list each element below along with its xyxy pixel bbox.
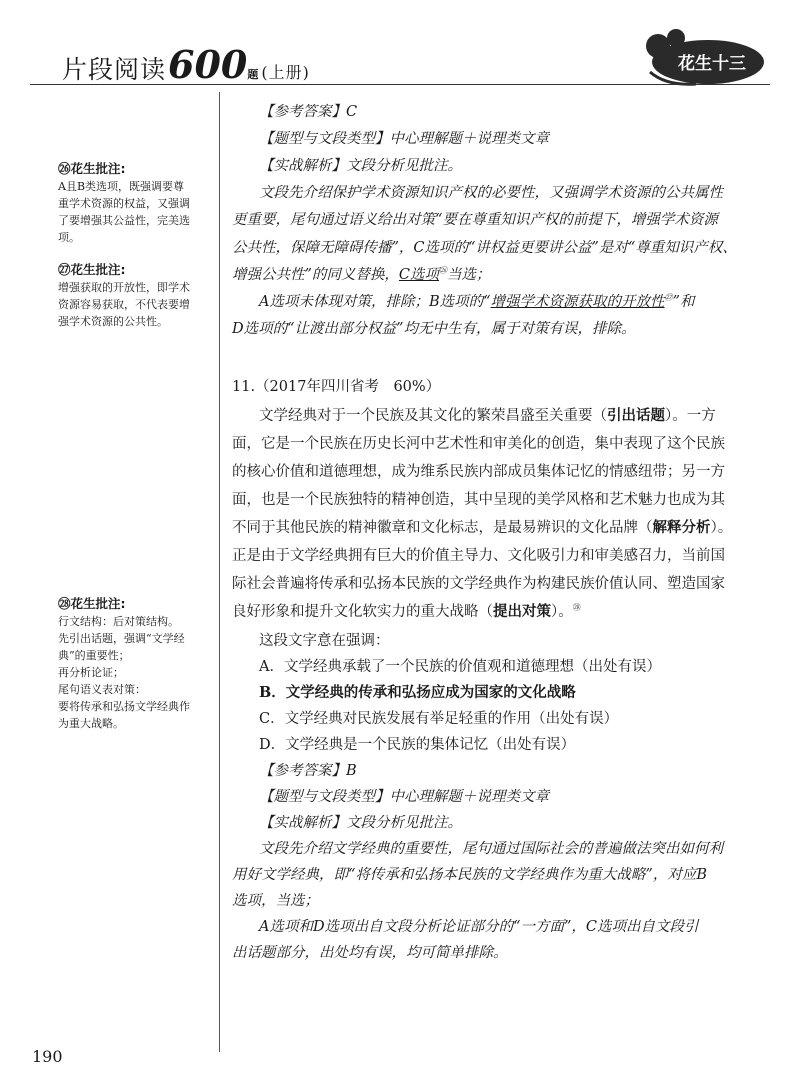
side-note-line: A且B类选项，既强调要尊 xyxy=(58,180,185,193)
q10-underlined: 增强学术资源获取的开放性 xyxy=(490,294,665,310)
q10-para xyxy=(232,263,491,284)
passage-tag: 引出话题 xyxy=(607,407,665,424)
q10-type: 【题型与文段类型】中心理解题＋说理类文章 xyxy=(259,131,549,147)
passage-text: ）。 xyxy=(551,604,573,620)
q10-para: D选项的“让渡出部分权益”均无中生有，属于对策有误，排除。 xyxy=(232,321,636,337)
header-rule xyxy=(30,84,770,85)
q10-text: ”和 xyxy=(672,294,695,310)
q11-analysis: 用好文学经典，即“将传承和弘扬本民族的文学经典作为重大战略”，对应B xyxy=(232,867,707,883)
option-b: B．文学经典的传承和弘扬应成为国家的文化战略 xyxy=(259,684,576,701)
q11-type: 【题型与文段类型】中心理解题＋说理类文章 xyxy=(259,789,549,805)
side-note-line: 先引出话题，强调“文学经 xyxy=(58,632,185,645)
q11-passage: 面，也是一个民族独特的精神创造，其中呈现的美学风格和艺术魅力也成为其 xyxy=(232,492,725,508)
side-note-line: 了要增强其公益性，完美选 xyxy=(58,214,190,227)
logo-text: 花生十三 xyxy=(678,54,746,74)
running-header-title xyxy=(62,42,310,87)
side-note-line: 行文结构：后对策结构。 xyxy=(58,615,179,628)
option-d: D．文学经典是一个民族的集体记忆（出处有误） xyxy=(259,737,576,753)
passage-text: 不同于其他民族的精神徽章和文化标志，是最易辨识的文化品牌（ xyxy=(232,520,653,536)
q11-analysis: 选项，当选； xyxy=(232,893,319,909)
option-a: A．文学经典承载了一个民族的价值观和道德理想（出处有误） xyxy=(259,659,661,675)
q10-para: 更重要，尾句通过语义给出对策“要在尊重知识产权的前提下，增强学术资源 xyxy=(232,212,718,228)
note-marker-28: ㉘ xyxy=(572,603,581,613)
q11-stem: 这段文字意在强调： xyxy=(259,633,390,649)
q10-text: A选项未体现对策，排除；B选项的“ xyxy=(259,294,491,310)
side-note-26 xyxy=(58,160,208,246)
q11-passage: 的核心价值和道德理想，成为维系民族内部成员集体记忆的情感纽带；另一方 xyxy=(232,464,725,480)
passage-tag: 提出对策 xyxy=(493,603,551,620)
note-marker-26: ㉖ xyxy=(439,266,448,276)
header-title-suffix: 题 xyxy=(247,68,260,81)
header-title-prefix: 片段阅读 xyxy=(62,55,167,84)
side-note-line: 要将传承和弘扬文学经典作 xyxy=(58,700,190,713)
q11-analysis: A选项和D选项出自文段分析论证部分的“一方面”，C选项出自文段引 xyxy=(259,919,699,935)
q11-heading: 11.（2017年四川省考 60%） xyxy=(232,379,441,395)
side-note-line: 资源容易获取，不代表要增 xyxy=(58,298,190,311)
side-note-line: 重学术资源的权益，又强调 xyxy=(58,197,190,210)
passage-text: 良好形象和提升文化软实力的重大战略（ xyxy=(232,604,493,620)
q11-analysis-label: 【实战解析】文段分析见批注。 xyxy=(259,815,462,831)
side-note-line: 典”的重要性； xyxy=(58,649,130,662)
q10-para: 公共性，保障无障碍传播”，C选项的“讲权益更要讲公益”是对“尊重知识产权、 xyxy=(232,240,737,256)
q11-passage xyxy=(232,516,732,537)
side-note-heading: ㉖花生批注: xyxy=(58,161,126,176)
note-marker-27: ㉗ xyxy=(664,293,673,303)
q10-para: 文段先介绍保护学术资源知识产权的必要性，又强调学术资源的公共属性 xyxy=(259,185,723,201)
side-note-line: 增强获取的开放性，即学术 xyxy=(58,281,190,294)
option-c: C．文学经典对民族发展有举足轻重的作用（出处有误） xyxy=(259,711,619,727)
side-note-heading: ㉗花生批注: xyxy=(58,262,126,277)
side-note-line: 再分析论证； xyxy=(58,666,124,679)
passage-text: ）。一方 xyxy=(665,408,716,424)
page-number: 190 xyxy=(32,1047,63,1066)
q10-answer: 【参考答案】C xyxy=(259,104,358,120)
q11-passage xyxy=(232,600,581,621)
q11-passage: 正是由于文学经典拥有巨大的价值主导力、文化吸引力和审美感召力，当前国 xyxy=(232,548,725,564)
side-note-line: 尾句语义表对策： xyxy=(58,683,146,696)
q11-passage: 面，它是一个民族在历史长河中艺术性和审美化的创造，集中表现了这个民族 xyxy=(232,436,725,452)
margin-divider xyxy=(219,92,220,1052)
header-title-number: 600 xyxy=(168,42,248,87)
q10-underlined: C选项 xyxy=(398,267,440,283)
peanut-logo xyxy=(636,28,768,90)
passage-text: 文学经典对于一个民族及其文化的繁荣昌盛至关重要（ xyxy=(259,408,607,424)
q10-para xyxy=(259,290,694,311)
q11-analysis: 文段先介绍文学经典的重要性，尾句通过国际社会的普遍做法突出如何利 xyxy=(259,841,723,857)
side-note-28 xyxy=(58,595,208,732)
q10-analysis-label: 【实战解析】文段分析见批注。 xyxy=(259,158,462,174)
side-note-line: 为重大战略。 xyxy=(58,717,124,730)
q11-answer: 【参考答案】B xyxy=(259,763,357,779)
q10-text: 增强公共性”的同义替换， xyxy=(232,267,399,283)
side-note-27 xyxy=(58,261,208,330)
passage-text: ）。 xyxy=(710,520,733,536)
q10-text: 当选； xyxy=(447,267,491,283)
q11-passage xyxy=(259,404,716,425)
q11-passage: 际社会普遍将传承和弘扬本民族的文学经典作为构建民族价值认同、塑造国家 xyxy=(232,576,725,592)
header-volume: (上册) xyxy=(261,63,310,82)
passage-tag: 解释分析 xyxy=(652,519,711,536)
side-note-line: 强学术资源的公共性。 xyxy=(58,315,168,328)
side-note-line: 项。 xyxy=(58,231,80,244)
q11-analysis: 出话题部分，出处均有误，均可简单排除。 xyxy=(232,945,508,961)
side-note-heading: ㉘花生批注: xyxy=(58,596,126,611)
